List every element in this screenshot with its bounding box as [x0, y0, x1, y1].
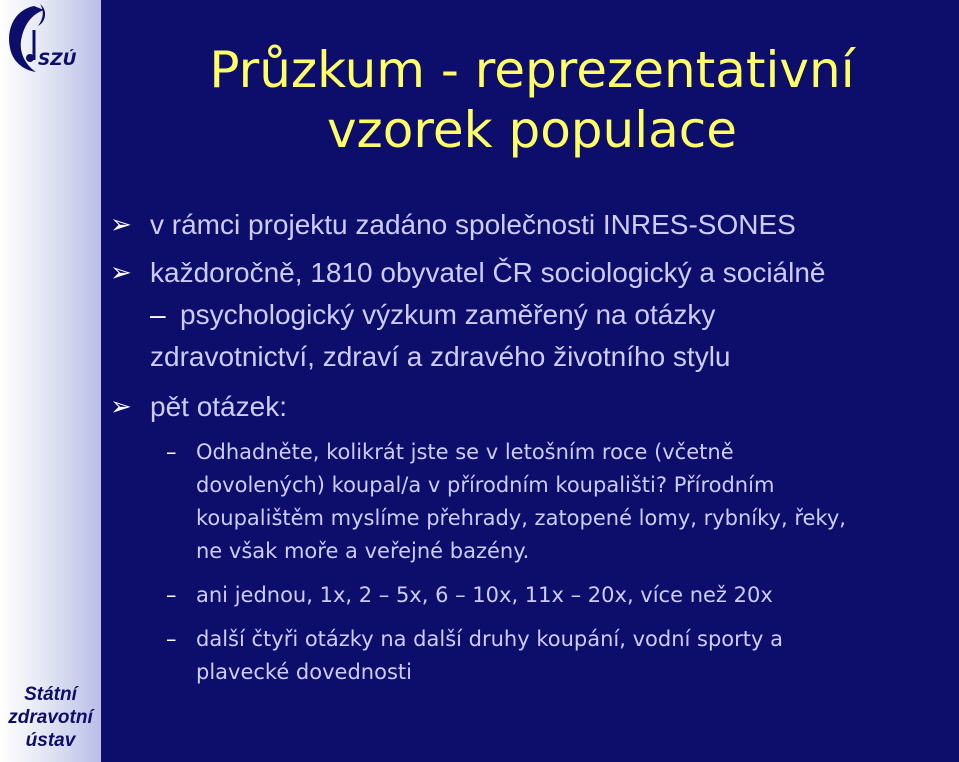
logo-text: SZÚ	[38, 50, 77, 70]
bullet-text: v rámci projektu zadáno společnosti INRES-SONES	[150, 209, 796, 240]
sub-item-line: plavecké dovednosti	[196, 660, 412, 684]
dash-icon: –	[150, 299, 166, 330]
title-line: vzorek populace	[326, 101, 738, 159]
sub-item-line: ani jednou, 1x, 2 – 5x, 6 – 10x, 11x – 20x, více než 20x	[196, 583, 773, 607]
bullet-text: každoročně, 1810 obyvatel ČR sociologický a sociálně	[150, 257, 826, 288]
bullet-continuation	[110, 336, 959, 378]
arrow-bullet-icon: ➢	[110, 258, 132, 288]
sub-item-line: dovolených) koupal/a v přírodním koupališti? Přírodním	[196, 473, 775, 497]
slide-content	[110, 204, 959, 689]
bullet-continuation	[110, 294, 959, 336]
bullet-item	[110, 252, 959, 294]
sub-item-line: Odhadněte, kolikrát jste se v letošním roce (včetně	[196, 440, 734, 464]
sub-item-line: další čtyři otázky na další druhy koupání, vodní sporty a	[196, 627, 783, 651]
institute-line: ústav	[25, 730, 76, 751]
title-line: Průzkum - reprezentativní	[209, 41, 855, 99]
institute-line: Státní	[24, 684, 77, 705]
arrow-bullet-icon: ➢	[110, 392, 132, 422]
arrow-bullet-icon: ➢	[110, 210, 132, 240]
institute-name	[0, 683, 101, 752]
bullet-text: psychologický výzkum zaměřený na otázky	[180, 299, 716, 330]
dash-icon: –	[166, 583, 177, 607]
institute-line: zdravotní	[8, 707, 93, 728]
dash-icon: –	[166, 627, 177, 651]
dash-icon: –	[166, 440, 177, 464]
sub-item	[110, 579, 959, 612]
sub-item	[110, 436, 959, 568]
bullet-item	[110, 204, 959, 246]
bullet-text: pět otázek:	[150, 391, 287, 422]
bullet-text: zdravotnictví, zdraví a zdravého životního stylu	[150, 341, 731, 372]
szu-logo-icon	[0, 0, 101, 90]
slide-title	[105, 40, 959, 160]
sub-item-line: ne však moře a veřejné bazény.	[196, 539, 530, 563]
sidebar	[0, 0, 101, 762]
sub-item	[110, 623, 959, 689]
sub-item-line: koupalištěm myslíme přehrady, zatopené lomy, rybníky, řeky,	[196, 506, 846, 530]
bullet-item	[110, 386, 959, 428]
